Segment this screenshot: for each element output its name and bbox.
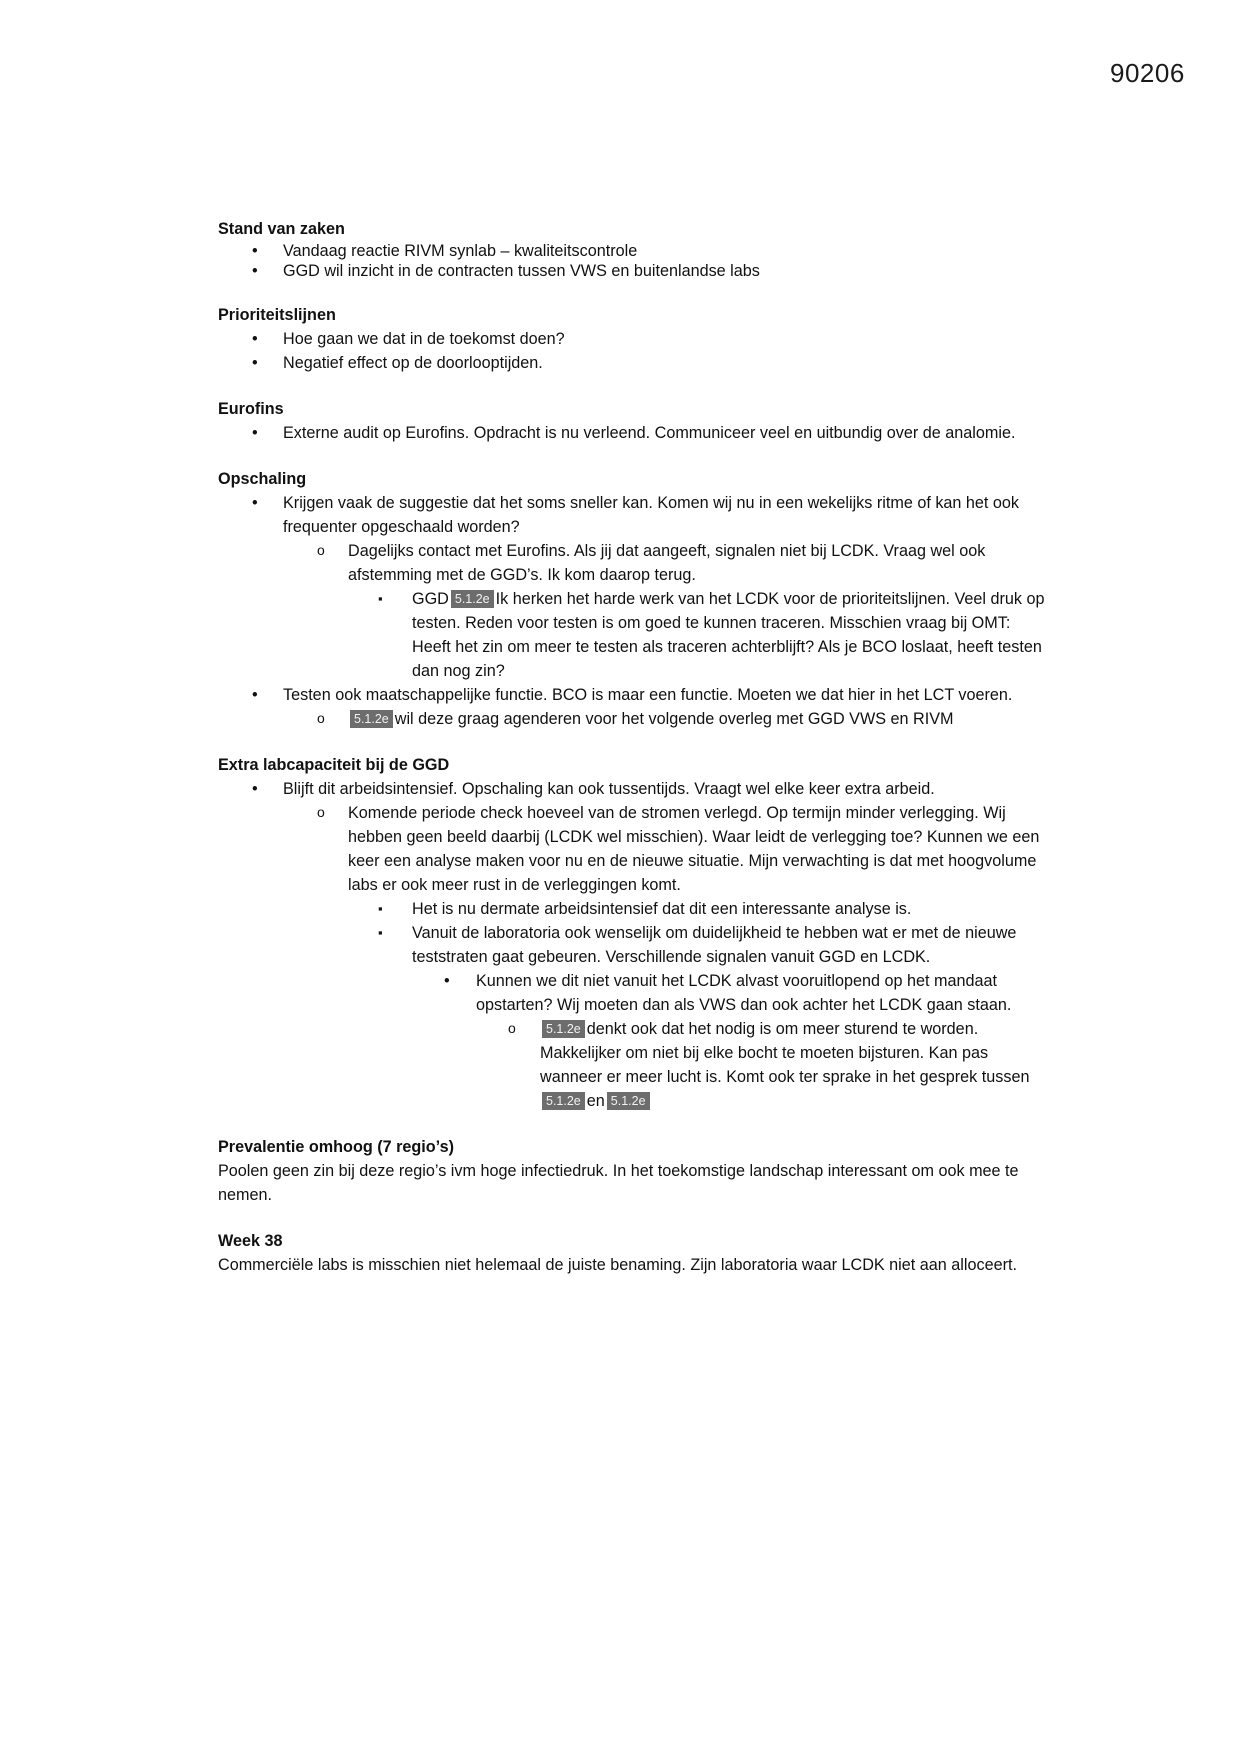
section-extra-labcapaciteit [218,753,1048,1113]
list-item [218,491,1048,683]
section-title: Week 38 [218,1232,283,1250]
list-item [283,707,1048,731]
list-item-text: wil deze graag agenderen voor het volgende overleg met GGD VWS en RIVM [394,710,954,728]
bullet-list [218,777,1048,1113]
document-number: 90206 [1110,58,1185,88]
list-item-text: Blijft dit arbeidsintensief. Opschaling kan ook tussentijds. Vraagt wel elke keer extra arbeid. [283,780,935,798]
paragraph: Poolen geen zin bij deze regio’s ivm hoge infectiedruk. In het toekomstige landschap interessant om ook mee te nemen. [218,1162,1019,1204]
sub-sub-list [348,897,1048,1113]
section-prevalentie [218,1135,1048,1207]
redaction-box: 5.1.2e [451,590,494,608]
list-item [348,587,1048,683]
sub-list [283,539,1048,683]
list-item [412,969,1048,1113]
section-title: Eurofins [218,400,284,418]
list-item: • Externe audit op Eurofins. Opdracht is nu verleend. Communiceer veel en uitbundig over de analomie. [218,421,1048,445]
section-title: Prioriteitslijnen [218,306,336,324]
section-title: Prevalentie omhoog (7 regio’s) [218,1138,454,1156]
section-prioriteitslijnen [218,303,1048,375]
section-week-38 [218,1229,1048,1277]
list-item: • Hoe gaan we dat in de toekomst doen? [218,327,1048,351]
level5-list [476,1017,1048,1113]
section-eurofins [218,397,1048,445]
list-item [218,683,1048,731]
redaction-box: 5.1.2e [607,1092,650,1110]
section-title: Opschaling [218,470,307,488]
list-item: • GGD wil inzicht in de contracten tussen VWS en buitenlandse labs [218,261,1048,281]
list-item-prefix: GGD [412,590,449,608]
list-item-text: Komende periode check hoeveel van de stromen verlegd. Op termijn minder verlegging. Wij hebben geen beeld daarbij (LCDK wel misschien). Waar leidt de verlegging toe? Kunnen we een keer een analyse maken voor nu en de nieuwe situatie. Mijn verwachting is dat met hoogvolume labs er ook meer rust in de verleggingen komt. [348,804,1040,894]
paragraph: Commerciële labs is misschien niet helemaal de juiste benaming. Zijn laboratoria waar LCDK niet aan alloceert. [218,1256,1017,1274]
bullet-list [218,241,1048,281]
section-opschaling [218,467,1048,731]
section-title: Stand van zaken [218,220,345,238]
list-item [348,921,1048,1113]
sub-sub-list [348,587,1048,683]
list-item [476,1017,1048,1113]
bullet-list [218,491,1048,731]
list-item-text: Vanuit de laboratoria ook wenselijk om duidelijkheid te hebben wat er met de nieuwe teststraten gaat gebeuren. Verschillende signalen vanuit GGD en LCDK. [412,924,1017,966]
level4-list [412,969,1048,1113]
list-item-text: Dagelijks contact met Eurofins. Als jij dat aangeeft, signalen niet bij LCDK. Vraag wel ook afstemming met de GGD’s. Ik kom daarop terug. [348,542,986,584]
list-item-text: Kunnen we dit niet vanuit het LCDK alvast vooruitlopend op het mandaat opstarten? Wij moeten dan als VWS dan ook achter het LCDK gaan staan. [476,972,1012,1014]
list-item [283,801,1048,1113]
list-item-text: Ik herken het harde werk van het LCDK voor de prioriteitslijnen. Veel druk op testen. Reden voor testen is om goed te kunnen traceren. Misschien vraag bij OMT: Heeft het zin om meer te testen als traceren achterblijft? Als je BCO loslaat, heeft testen dan nog zin? [412,590,1045,680]
redaction-box: 5.1.2e [542,1092,585,1110]
list-item-text: Testen ook maatschappelijke functie. BCO is maar een functie. Moeten we dat hier in het LCT voeren. [283,686,1013,704]
list-item-text: Krijgen vaak de suggestie dat het soms sneller kan. Komen wij nu in een wekelijks ritme of kan het ook frequenter opgeschaald worden? [283,494,1020,536]
list-item [283,539,1048,683]
list-item-text: denkt ook dat het nodig is om meer sturend te worden. Makkelijker om niet bij elke bocht te moeten bijsturen. Kan pas wanneer er meer lucht is. Komt ook ter sprake in het gesprek tussen [540,1020,1030,1086]
bullet-list [218,327,1048,375]
list-item: • Vandaag reactie RIVM synlab – kwaliteitscontrole [218,241,1048,261]
bullet-list [218,421,1048,445]
document-body [218,217,1048,1299]
section-stand-van-zaken [218,217,1048,281]
sub-list [283,801,1048,1113]
redaction-box: 5.1.2e [350,710,393,728]
sub-list [283,707,1048,731]
conjunction-text: en [586,1092,605,1110]
list-item: ▪ Het is nu dermate arbeidsintensief dat dit een interessante analyse is. [348,897,1048,921]
list-item [218,777,1048,1113]
list-item: • Negatief effect op de doorlooptijden. [218,351,1048,375]
section-title: Extra labcapaciteit bij de GGD [218,756,450,774]
redaction-box: 5.1.2e [542,1020,585,1038]
